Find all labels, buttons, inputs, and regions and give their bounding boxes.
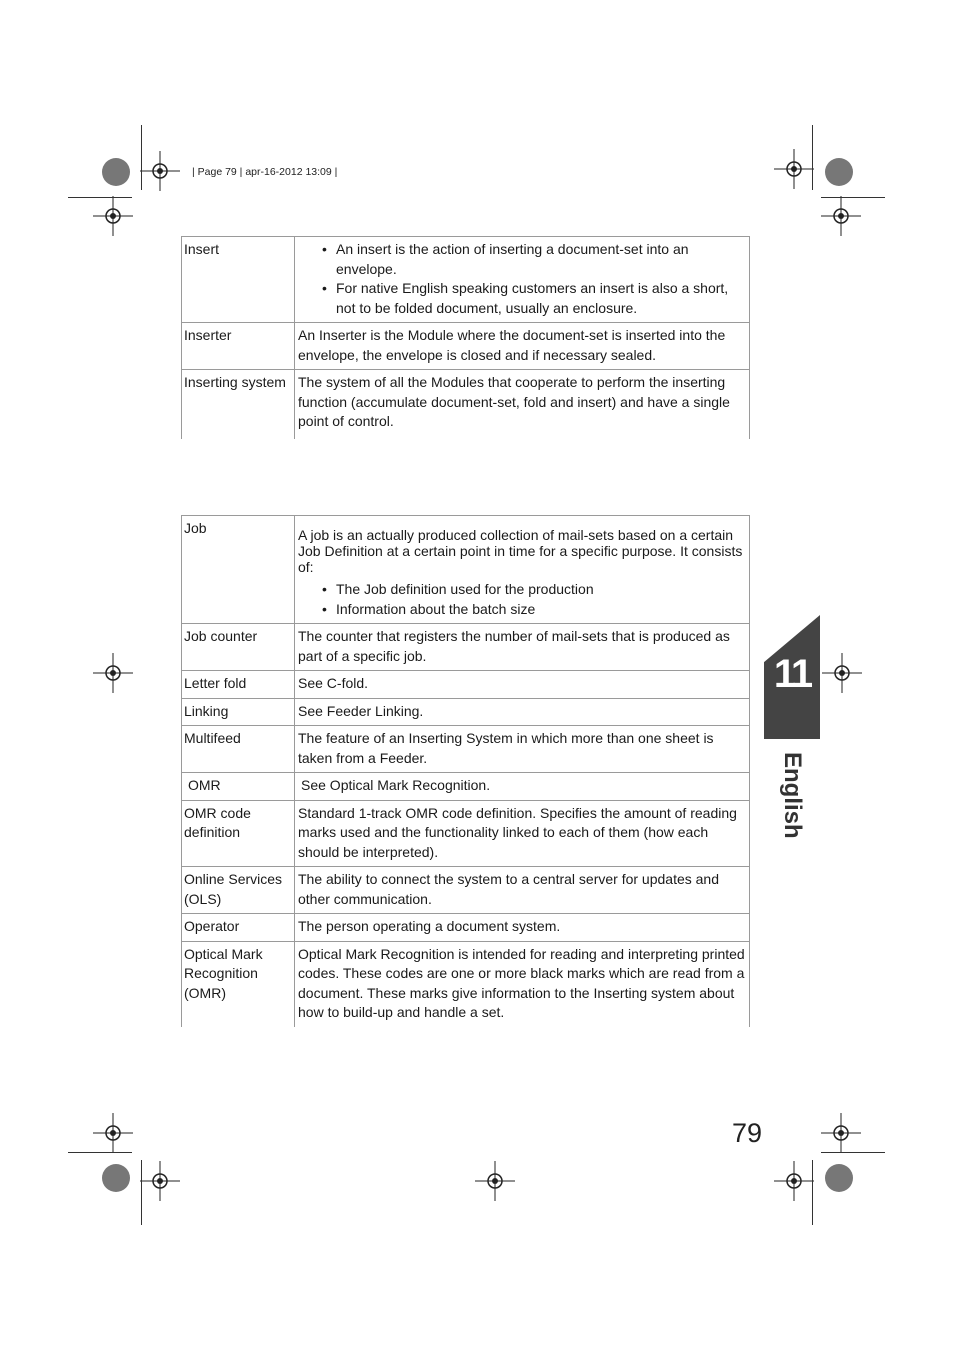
term-cell: Operator: [182, 914, 295, 942]
crop-mark: [141, 1160, 142, 1225]
definition-cell: See Feeder Linking.: [295, 698, 750, 726]
registration-mark-icon: [93, 196, 133, 236]
registration-mark-icon: [140, 151, 180, 191]
definition-cell: See C-fold.: [295, 671, 750, 699]
table-row: [182, 773, 750, 801]
registration-mark-icon: [475, 1161, 515, 1201]
color-dot-icon: [102, 1164, 130, 1192]
table-row: [182, 800, 750, 867]
registration-mark-icon: [93, 653, 133, 693]
glossary-table-1: [181, 236, 750, 439]
crop-mark: [821, 197, 885, 198]
term-cell: Insert: [182, 237, 295, 323]
term-cell: Linking: [182, 698, 295, 726]
term-cell: OMR: [182, 773, 295, 801]
definition-cell: An Inserter is the Module where the document-set is inserted into the envelope, the envelope is closed and if necessary sealed.: [295, 323, 750, 370]
definition-cell: Standard 1-track OMR code definition. Specifies the amount of reading marks used and the functionality linked to each of them (how each should be interpreted).: [295, 800, 750, 867]
term-cell: Inserter: [182, 323, 295, 370]
registration-mark-icon: [821, 196, 861, 236]
table-row: [182, 624, 750, 671]
definition-cell: [295, 237, 750, 323]
table-row: [182, 941, 750, 1027]
glossary-table-2: [181, 515, 750, 1027]
registration-mark-icon: [822, 653, 862, 693]
definition-cell: The feature of an Inserting System in which more than one sheet is taken from a Feeder.: [295, 726, 750, 773]
definition-cell: [295, 516, 750, 624]
print-header-meta: | Page 79 | apr-16-2012 13:09 |: [192, 166, 338, 178]
registration-mark-icon: [774, 149, 814, 189]
bullet-item: • For native English speaking customers an insert is also a short, not to be folded document, usually an enclosure.: [298, 279, 746, 318]
color-dot-icon: [102, 158, 130, 186]
crop-mark: [68, 197, 132, 198]
registration-mark-icon: [140, 1161, 180, 1201]
table-row: [182, 914, 750, 942]
bullet-item: • Information about the batch size: [298, 600, 746, 620]
definition-cell: The ability to connect the system to a central server for updates and other communication.: [295, 867, 750, 914]
color-dot-icon: [825, 158, 853, 186]
term-cell: Online Services (OLS): [182, 867, 295, 914]
definition-cell: The system of all the Modules that cooperate to perform the inserting function (accumulate document-set, fold and insert) and have a single point of control.: [295, 370, 750, 440]
definition-cell: The counter that registers the number of mail-sets that is produced as part of a specific job.: [295, 624, 750, 671]
term-cell: Multifeed: [182, 726, 295, 773]
table-row: [182, 671, 750, 699]
table-row: [182, 867, 750, 914]
term-cell: Letter fold: [182, 671, 295, 699]
definition-cell: The person operating a document system.: [295, 914, 750, 942]
term-cell: Job counter: [182, 624, 295, 671]
color-dot-icon: [825, 1164, 853, 1192]
term-cell: Optical Mark Recognition (OMR): [182, 941, 295, 1027]
table-row: [182, 323, 750, 370]
crop-mark: [141, 125, 142, 190]
registration-mark-icon: [774, 1161, 814, 1201]
term-cell: Job: [182, 516, 295, 624]
table-row: [182, 726, 750, 773]
registration-mark-icon: [93, 1113, 133, 1153]
term-cell: Inserting system: [182, 370, 295, 440]
crop-mark: [812, 125, 813, 190]
term-cell: OMR code definition: [182, 800, 295, 867]
registration-mark-icon: [821, 1113, 861, 1153]
definition-cell: Optical Mark Recognition is intended for reading and interpreting printed codes. These codes are one or more black marks which are read from a document. These marks give information to the Inserting system about how to build-up and handle a set.: [295, 941, 750, 1027]
crop-mark: [812, 1160, 813, 1225]
page-number: 79: [732, 1118, 763, 1148]
crop-mark: [68, 1152, 132, 1153]
language-label: English: [779, 752, 806, 839]
definition-text: A job is an actually produced collection of mail-sets based on a certain Job Definition at a certain point in time for a specific purpose. It consists of:: [298, 527, 743, 575]
definition-cell: See Optical Mark Recognition.: [295, 773, 750, 801]
bullet-item: • An insert is the action of inserting a document-set into an envelope.: [298, 240, 746, 279]
table-row: [182, 698, 750, 726]
table-row: [182, 370, 750, 440]
bullet-item: • The Job definition used for the production: [298, 580, 746, 600]
crop-mark: [821, 1152, 885, 1153]
table-row: [182, 516, 750, 624]
table-row: [182, 237, 750, 323]
chapter-number: 11: [773, 652, 811, 696]
